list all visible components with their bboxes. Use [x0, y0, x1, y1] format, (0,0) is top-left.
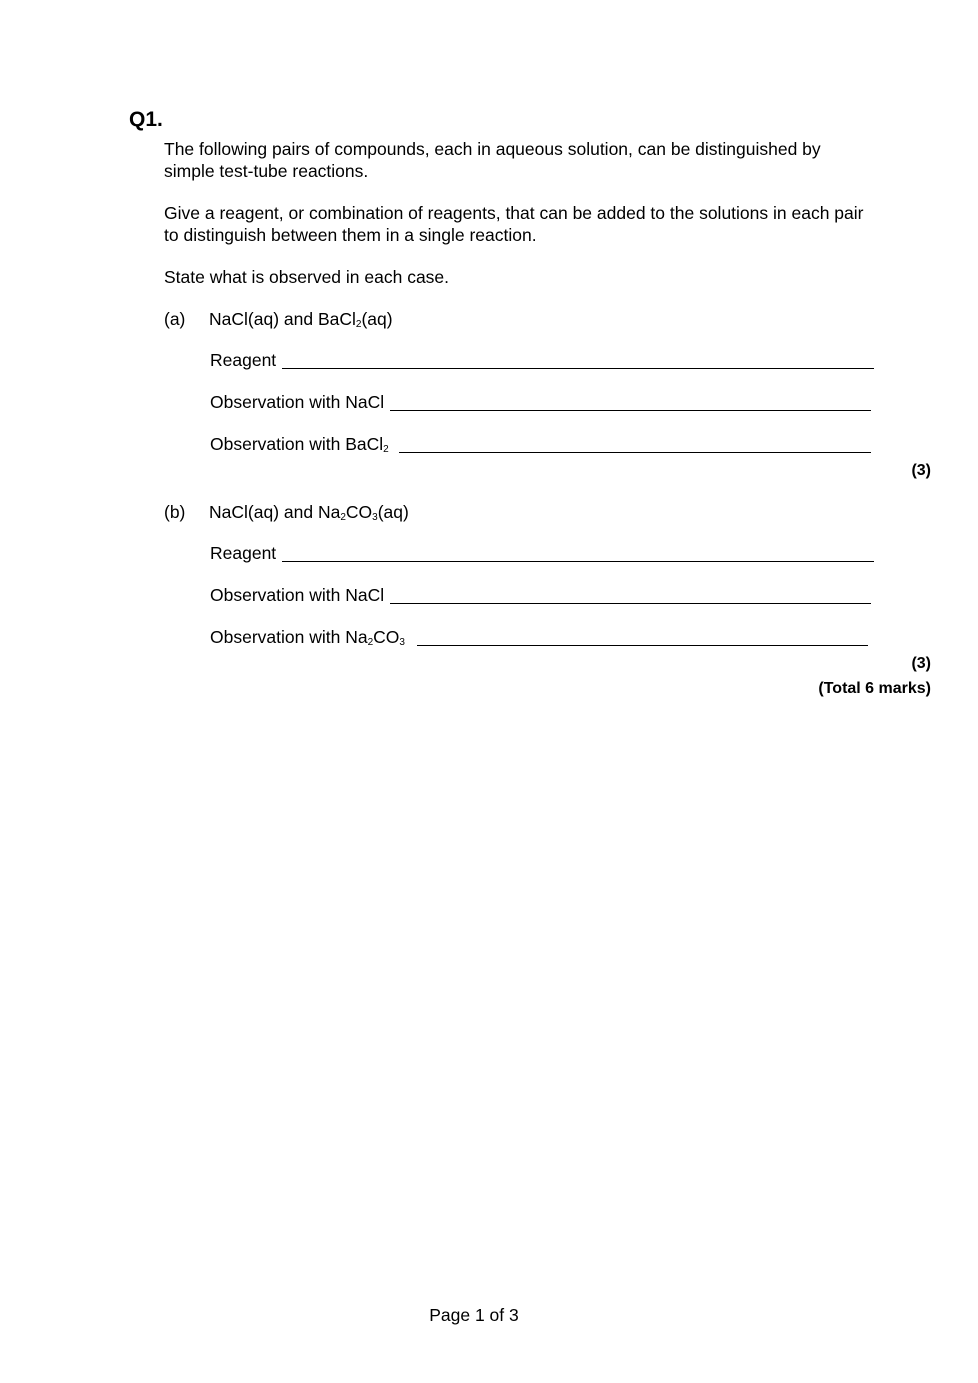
- part-b-reagent-answer-line[interactable]: [282, 543, 874, 562]
- part-b-reagent-field[interactable]: [210, 540, 874, 564]
- part-a-obs-nacl-label: Observation with NaCl: [210, 392, 385, 412]
- part-b-reagent-label: Reagent: [210, 543, 277, 563]
- part-b-obs-nacl-label: Observation with NaCl: [210, 585, 385, 605]
- part-b-obs-na2co3-label: Observation with $Na_2CO_3$: [210, 627, 405, 648]
- part-a-obs-nacl-field[interactable]: [210, 389, 871, 413]
- intro-paragraph-3: State what is observed in each case.: [164, 267, 450, 287]
- part-a-reagent-label: Reagent: [210, 350, 277, 370]
- intro-paragraph-1: The following pairs of compounds, each in aqueous solution, can be distinguished by simple test-tube reactions.: [164, 139, 821, 181]
- part-a-obs-bacl2-label: Observation with BaCl$_2$: [210, 434, 389, 455]
- question-number: Q1.: [129, 108, 163, 131]
- part-b-obs-na2co3-field[interactable]: [210, 624, 868, 648]
- part-a-label: (a): [164, 309, 186, 329]
- part-a-obs-bacl2-field[interactable]: [210, 431, 871, 455]
- part-a-reagent-field[interactable]: [210, 347, 874, 371]
- page-number: Page 1 of 3: [429, 1305, 519, 1325]
- part-a-reagent-answer-line[interactable]: [282, 350, 874, 369]
- part-b-obs-nacl-answer-line[interactable]: [390, 585, 871, 604]
- part-b-compounds: NaCl(aq) and $Na_2CO_3(aq)$: [209, 502, 409, 523]
- part-a-compounds: NaCl(aq) and BaCl$_2$(aq): [209, 309, 393, 330]
- part-a-marks: (3): [911, 462, 931, 479]
- part-b-obs-nacl-field[interactable]: [210, 582, 871, 606]
- part-b-label: (b): [164, 502, 186, 522]
- intro-paragraph-2: Give a reagent, or combination of reagents, that can be added to the solutions in each pair to distinguish between them in a single reaction.: [164, 203, 864, 245]
- part-a-obs-nacl-answer-line[interactable]: [390, 392, 871, 411]
- part-a-obs-bacl2-answer-line[interactable]: [399, 434, 871, 453]
- total-marks: (Total 6 marks): [818, 680, 931, 697]
- part-b-obs-na2co3-answer-line[interactable]: [417, 627, 868, 646]
- part-b-marks: (3): [911, 655, 931, 672]
